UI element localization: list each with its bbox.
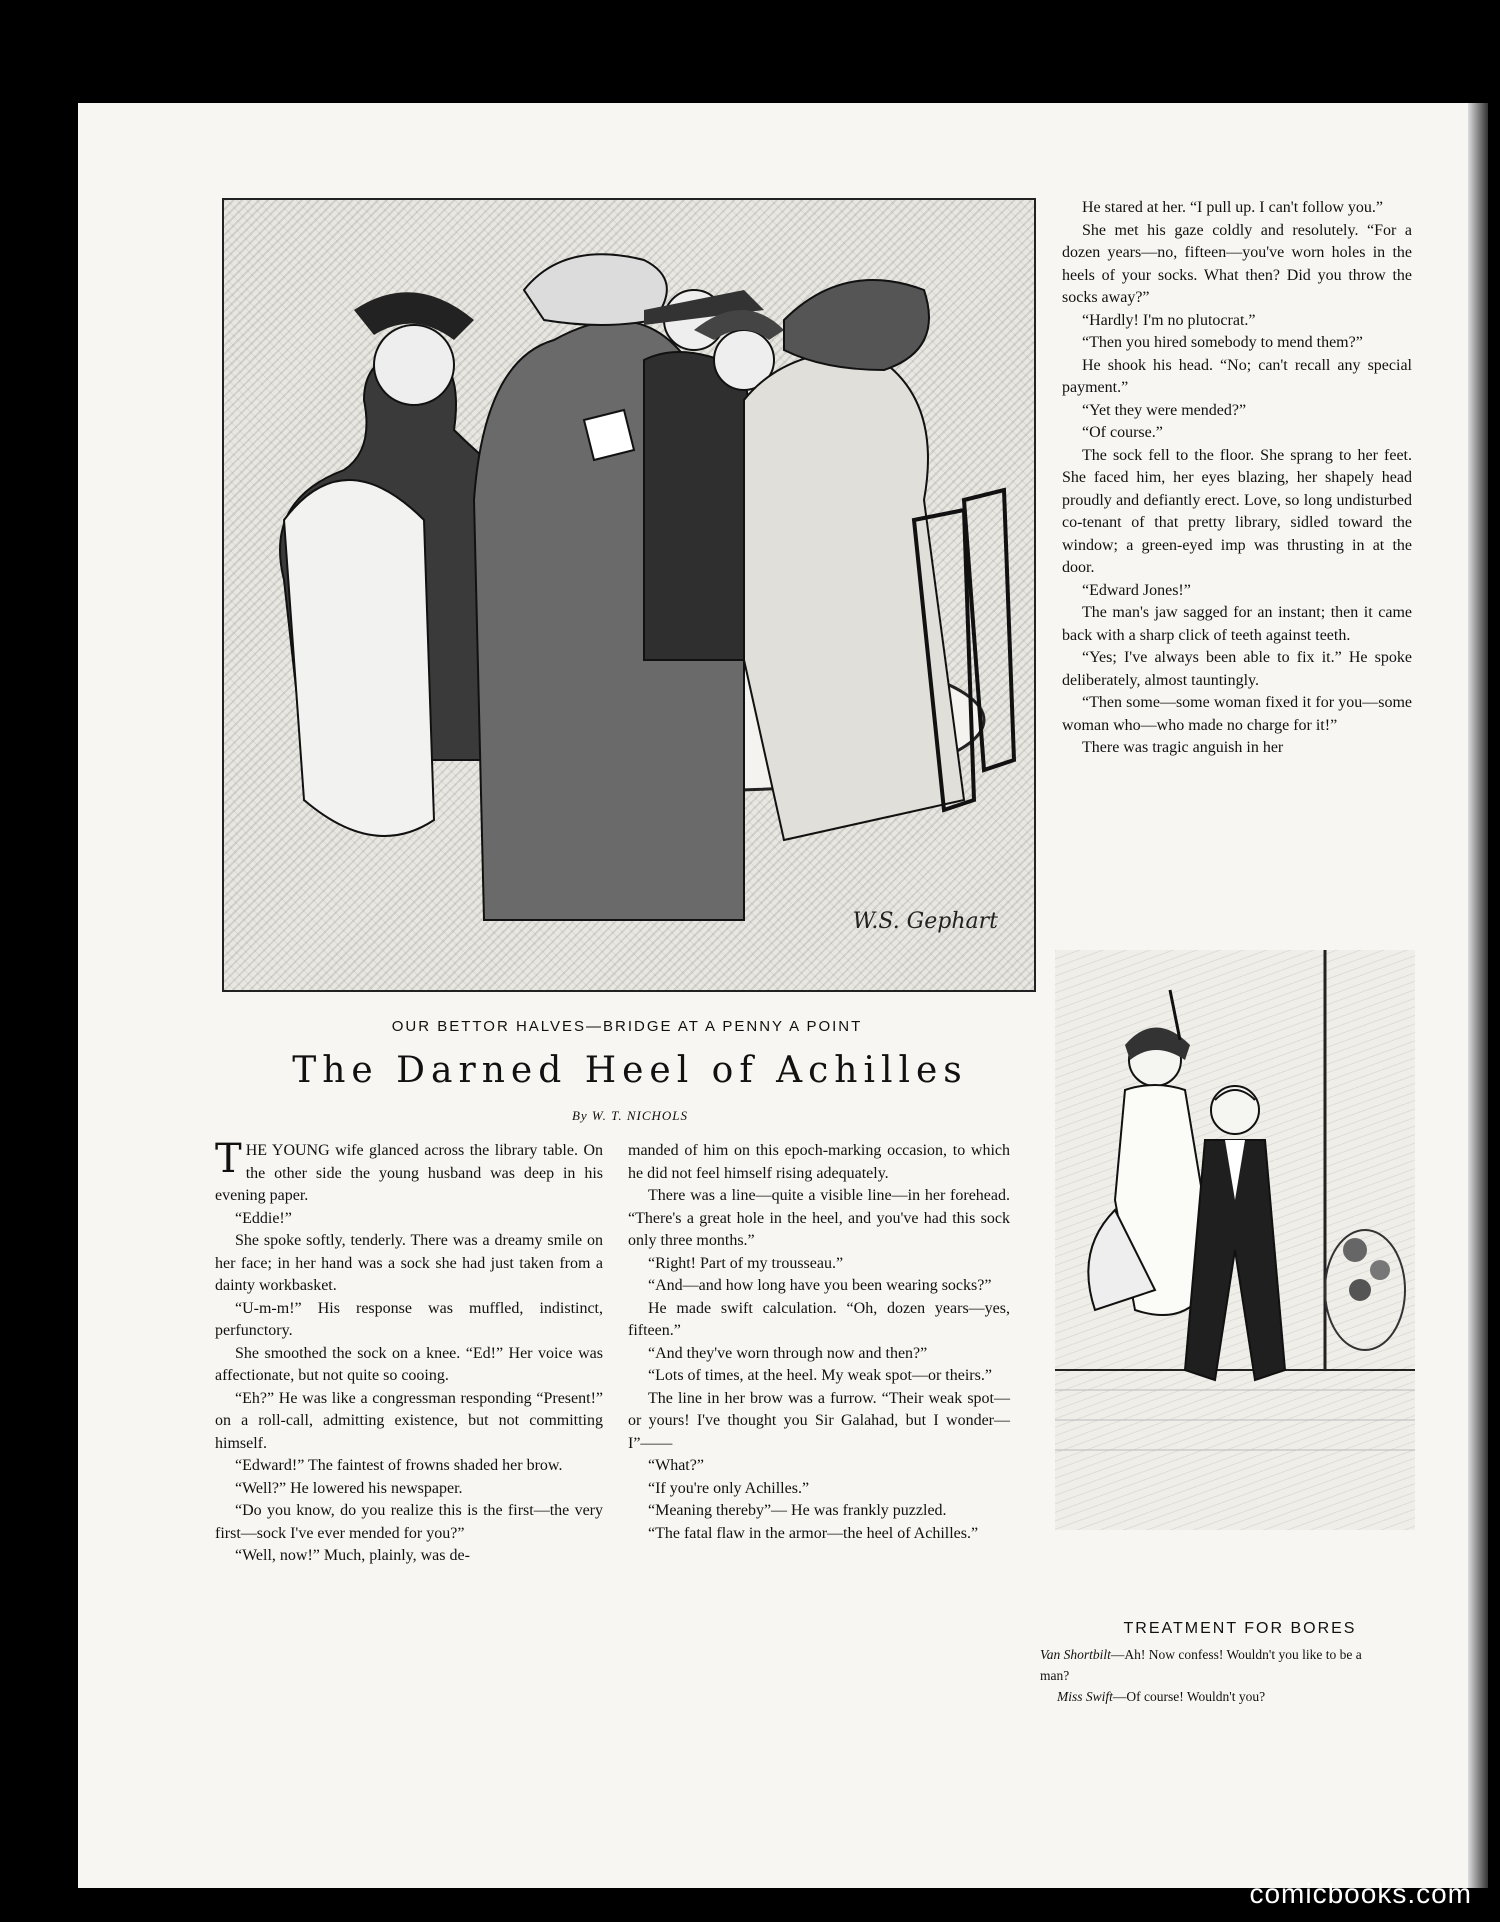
paragraph: “Do you know, do you realize this is the first—the very first—sock I've ever mended for you?” (215, 1502, 603, 1542)
paragraph: “Lots of times, at the heel. My weak spot—or theirs.” (648, 1367, 992, 1384)
paragraph: “Eddie!” (235, 1209, 292, 1227)
article-column-3 (1062, 197, 1412, 760)
article-byline: By W. T. NICHOLS (571, 1108, 689, 1123)
paragraph: She smoothed the sock on a knee. “Ed!” Her voice was affectionate, but not quite so cooing. (215, 1344, 603, 1384)
speaker-name: Van Shortbilt (1040, 1647, 1111, 1662)
artist-signature: W.S. Gephart (852, 909, 998, 934)
paragraph: manded of him on this epoch-marking occasion, to which he did not feel himself rising adequately. (628, 1142, 1010, 1182)
paragraph: “Yet they were mended?” (1082, 401, 1247, 419)
paragraph: The man's jaw sagged for an instant; then it came back with a sharp click of teeth against teeth. (1062, 604, 1412, 644)
dialogue-line-1: Van Shortbilt—Ah! Now confess! Wouldn't you like to be a man? (1040, 1647, 1362, 1683)
paragraph: There was a line—quite a visible line—in her forehead. “There's a great hole in the heel, and you've had this sock only three months.” (628, 1187, 1010, 1249)
paragraph: “And they've worn through now and then?” (648, 1344, 928, 1362)
bores-illustration (1055, 950, 1415, 1530)
paragraph: “The fatal flaw in the armor—the heel of Achilles.” (648, 1524, 979, 1542)
paragraph: “Yes; I've always been able to fix it.” He spoke deliberately, almost tauntingly. (1062, 649, 1412, 689)
bores-illustration-caption: TREATMENT FOR BORES (1123, 1620, 1357, 1637)
paragraph: The line in her brow was a furrow. “Their weak spot—or yours! I've thought you Sir Galahad, but I wonder—I”—— (628, 1389, 1010, 1452)
paragraph: “U-m-m!” His response was muffled, indistinct, perfunctory. (215, 1299, 603, 1339)
paragraph: “Of course.” (1082, 424, 1163, 441)
speaker-name: Miss Swift (1057, 1689, 1113, 1704)
paragraph: “Right! Part of my trousseau.” (648, 1254, 844, 1272)
bores-dialogue (1035, 1644, 1375, 1707)
paragraph: “If you're only Achilles.” (648, 1479, 810, 1497)
paragraph: The sock fell to the floor. She sprang to her feet. She faced him, her eyes blazing, her shapely head proudly and defiantly erect. Love, so long undisturbed co-tenant of that pretty library, sidled toward the window; a green-eyed imp was thrusting in at the door. (1062, 446, 1412, 576)
bores-illustration-drawing (1055, 950, 1415, 1530)
paragraph: “Hardly! I'm no plutocrat.” (1082, 311, 1256, 329)
article-column-2 (628, 1140, 1010, 1545)
paragraph: “Well, now!” Much, plainly, was de- (235, 1547, 470, 1564)
bridge-illustration (222, 198, 1036, 992)
dialogue-line-2: Miss Swift—Of course! Wouldn't you? (1057, 1689, 1266, 1704)
paragraph: He stared at her. “I pull up. I can't follow you.” (1082, 199, 1384, 216)
page-binding-edge (1468, 103, 1488, 1888)
paragraph: “Then you hired somebody to mend them?” (1082, 334, 1363, 351)
paragraph: She met his gaze coldly and resolutely. “For a dozen years—no, fifteen—you've worn holes in the heels of your socks. What then? Did you throw the socks away?” (1062, 221, 1412, 306)
article-title: The Darned Heel of Achilles (292, 1050, 968, 1091)
paragraph: He made swift calculation. “Oh, dozen years—yes, fifteen.” (628, 1299, 1010, 1339)
paragraph: “Edward Jones!” (1082, 581, 1191, 599)
paragraph: He shook his head. “No; can't recall any special payment.” (1062, 356, 1412, 396)
paragraph: “Meaning thereby”— He was frankly puzzled. (648, 1502, 947, 1519)
bridge-illustration-drawing (224, 200, 1034, 990)
drop-cap: T (215, 1136, 242, 1182)
article-column-1 (215, 1136, 603, 1568)
paragraph: THE YOUNG wife glanced across the library table. On the other side the young husband was deep in his evening paper. (215, 1136, 603, 1204)
site-watermark: comicbooks.com (1249, 1878, 1472, 1909)
paragraph: “Well?” He lowered his newspaper. (235, 1479, 463, 1497)
paragraph: There was tragic anguish in her (1082, 739, 1284, 756)
paragraph: “What?” (648, 1457, 704, 1474)
paragraph: “Eh?” He was like a congressman responding “Present!” on a roll-call, admitting existence, but not committing himself. (215, 1389, 603, 1452)
paragraph: “Edward!” The faintest of frowns shaded her brow. (235, 1457, 563, 1474)
paragraph: She spoke softly, tenderly. There was a dreamy smile on her face; in her hand was a sock she had just taken from a dainty workbasket. (215, 1232, 603, 1294)
bridge-illustration-caption: OUR BETTOR HALVES—BRIDGE AT A PENNY A POINT (391, 1018, 863, 1035)
paragraph: “Then some—some woman fixed it for you—some woman who—who made no charge for it!” (1062, 694, 1412, 734)
paragraph: “And—and how long have you been wearing socks?” (648, 1277, 992, 1294)
